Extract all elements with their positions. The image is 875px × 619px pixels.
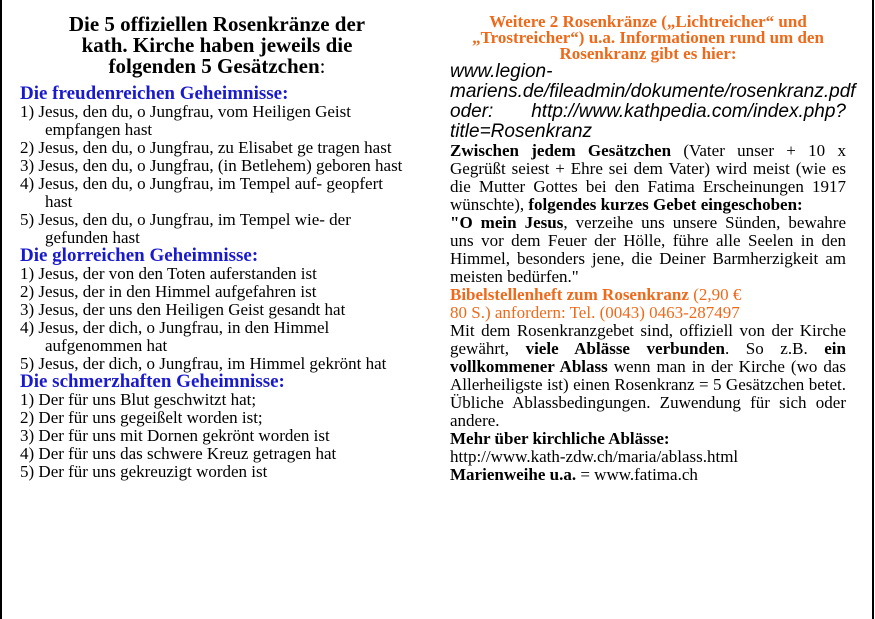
- more-indulgences-heading: Mehr über kirchliche Ablässe:: [450, 429, 670, 448]
- interjection-lead: Zwischen jedem Gesätzchen: [450, 141, 672, 160]
- page-border-left: [0, 0, 2, 619]
- list-item: 2) Der für uns gegeißelt worden ist;: [20, 408, 263, 427]
- section-heading-glorious: Die glorreichen Geheimnisse:: [20, 245, 259, 266]
- list-item: 2) Jesus, den du, o Jungfrau, zu Elisabet ge tragen hast: [20, 138, 392, 157]
- list-item: 1) Jesus, den du, o Jungfrau, vom Heiligen Geist empfangen hast: [20, 102, 351, 139]
- right-column: [450, 0, 856, 484]
- title-line-3: folgenden 5 Gesätzchen: [108, 54, 320, 78]
- prayer-text: , verzeihe uns unsere Sünden, bewahre uns vor dem Feuer der Hölle, führe alle Seelen in den Himmel, besonders jene, die Deiner Barmherzigkeit am meisten bedürfen.": [450, 213, 847, 286]
- prayer-lead: "O mein Jesus: [450, 213, 564, 232]
- list-item: 3) Der für uns mit Dornen gekrönt worden ist: [20, 426, 330, 445]
- list-item: 3) Jesus, den du, o Jungfrau, (in Betlehem) geboren hast: [20, 156, 403, 175]
- list-item: 1) Jesus, der von den Toten auferstanden ist: [20, 264, 317, 283]
- consecration-label: Marienweihe u.a.: [450, 465, 577, 484]
- list-item: 5) Jesus, der dich, o Jungfrau, im Himmel gekrönt hat: [20, 354, 387, 373]
- booklet-order-line-1: [450, 286, 846, 304]
- indulgence-bold-2: ein vollkommener Ablass: [450, 339, 846, 376]
- indulgence-bold-1: viele Ablässe verbunden: [525, 339, 725, 358]
- indulgence-text-2: . So z.B.: [724, 339, 825, 358]
- interjection-paragraph: [450, 142, 846, 214]
- left-column: [20, 0, 410, 481]
- title-colon: :: [319, 54, 326, 78]
- booklet-title: Bibelstellenheft zum Rosenkranz: [450, 285, 689, 304]
- interjection-text: (Vater unser + 10 x Gegrüßt seiest + Ehre sei dem Vater) wird meist (wie es die Mutter Gottes bei den Fatima Erscheinungen 1917 wünschte),: [450, 141, 846, 214]
- indulgence-paragraph: [450, 322, 846, 430]
- title-line-1: Die 5 offiziellen Rosenkränze der: [68, 12, 366, 36]
- list-item: 4) Jesus, der dich, o Jungfrau, in den Himmel aufgenommen hat: [20, 318, 330, 355]
- interjection-tail: folgendes kurzes Gebet eingeschoben:: [528, 195, 803, 214]
- list-item: 2) Jesus, der in den Himmel aufgefahren ist: [20, 282, 317, 301]
- list-item: 4) Jesus, den du, o Jungfrau, im Tempel auf- geopfert hast: [20, 174, 383, 211]
- joyful-mysteries-list: [20, 103, 410, 247]
- consecration-link[interactable]: = www.fatima.ch: [576, 465, 698, 484]
- section-heading-joyful: Die freudenreichen Geheimnisse:: [20, 83, 289, 104]
- indulgences-link[interactable]: http://www.kath-zdw.ch/maria/ablass.html: [450, 447, 739, 466]
- fatima-prayer: [450, 214, 846, 286]
- list-item: 1) Der für uns Blut geschwitzt hat;: [20, 390, 257, 409]
- title-line-2: kath. Kirche haben jeweils die: [81, 33, 353, 57]
- indulgence-text-3: wenn man in der Kirche (wo das Allerheiligste ist) einen Rosenkranz = 5 Gesätzchen betet. Übliche Ablassbedingungen. Zuwendung für sich oder andere.: [450, 357, 846, 430]
- page-title: [24, 14, 410, 77]
- section-heading-sorrowful: Die schmerzhaften Geheimnisse:: [20, 371, 285, 392]
- booklet-order-line-2: 80 S.) anfordern: Tel. (0043) 0463-287497: [450, 303, 740, 322]
- glorious-mysteries-list: [20, 265, 410, 373]
- indulgence-text-1: Mit dem Rosenkranzgebet sind, offiziell von der Kirche gewährt,: [450, 321, 846, 358]
- list-item: 5) Jesus, den du, o Jungfrau, im Tempel wie- der gefunden hast: [20, 210, 351, 247]
- more-rosaries-heading: Weitere 2 Rosenkränze („Lichtreicher“ und „Trostreicher“) u.a. Informationen rund um den Rosenkranz gibt es hier:: [472, 12, 824, 63]
- list-item: 5) Der für uns gekreuzigt worden ist: [20, 462, 268, 481]
- rosary-info-links[interactable]: www.legion-mariens.de/fileadmin/dokumente/rosenkranz.pdf oder: http://www.kathpedia.com/index.php?title=Rosenkranz: [450, 61, 856, 142]
- list-item: 4) Der für uns das schwere Kreuz getragen hat: [20, 444, 337, 463]
- list-item: 3) Jesus, der uns den Heiligen Geist gesandt hat: [20, 300, 346, 319]
- sorrowful-mysteries-list: [20, 391, 410, 481]
- booklet-price: (2,90 €: [688, 285, 742, 304]
- consecration-line: [450, 466, 846, 484]
- page-border-right: [872, 0, 874, 619]
